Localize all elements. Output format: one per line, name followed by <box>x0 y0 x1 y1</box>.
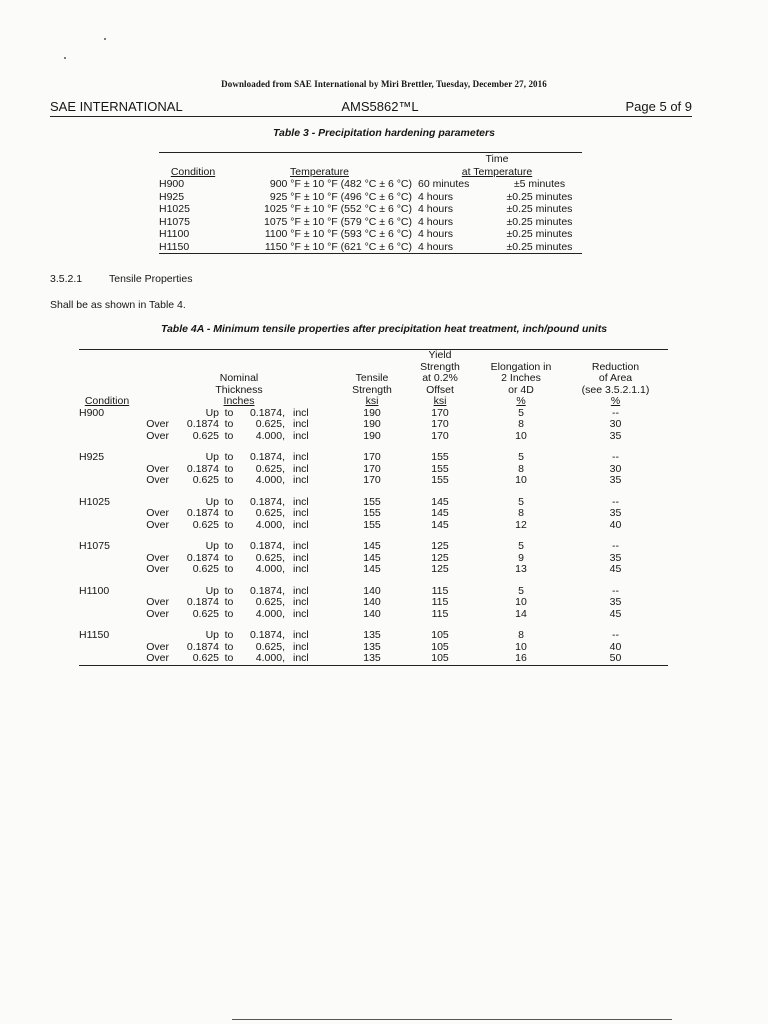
table3-tolerance: ±0.25 minutes <box>506 190 573 203</box>
table3-temperature: 1075 °F ± 10 °F (579 °C ± 6 °C) <box>264 215 412 228</box>
download-note: Downloaded from SAE International by Miri Brettler, Tuesday, December 27, 2016 <box>221 79 547 89</box>
table4-row <box>79 653 668 665</box>
table3-time: 4 hours <box>418 203 454 215</box>
table4-group-gap <box>79 487 668 497</box>
table4-range-over: Over <box>146 607 169 620</box>
table4-range-limit: 4.000, <box>255 518 285 531</box>
table3-head-time: Time <box>485 153 509 165</box>
table4-head-reduct-1: Reduction <box>591 360 640 373</box>
table4-range-to: to <box>224 629 234 641</box>
table4-range-over: Over <box>146 640 169 653</box>
table4-range-limit: 4.000, <box>255 429 285 442</box>
table4-tensile: 140 <box>363 607 381 620</box>
table3-row <box>159 241 582 254</box>
table4-range-from: 0.625 <box>192 607 219 620</box>
table4-yield: 145 <box>431 495 449 508</box>
table4-yield: 170 <box>431 418 449 430</box>
table4-tensile: 145 <box>363 551 381 564</box>
table4-range-limit: 4.000, <box>255 474 285 486</box>
table4-range-from: 0.1874 <box>186 418 219 430</box>
table4-row <box>79 431 668 443</box>
table4-range-over: Over <box>146 474 169 486</box>
table4-range-from: 0.625 <box>192 518 219 531</box>
table4-range-incl: incl <box>293 406 309 419</box>
table4-range-limit: 4.000, <box>255 652 285 664</box>
table4-head-nominal-unit: Inches <box>223 395 255 407</box>
table4-condition <box>79 597 135 609</box>
table4-range-from: 0.1874 <box>186 507 219 519</box>
table4-tensile: 135 <box>363 652 381 664</box>
table4-range-to: to <box>224 652 234 664</box>
table4-range-incl: incl <box>293 451 309 463</box>
table4-elongation: 13 <box>515 563 527 575</box>
table4-elongation: 14 <box>515 607 527 620</box>
table4-range-over: Over <box>146 418 169 430</box>
table4-range-over: Over <box>146 518 169 531</box>
table4-range-from: Up <box>205 406 219 419</box>
table4-condition: H1075 <box>79 540 110 552</box>
table4-elongation: 5 <box>518 540 524 552</box>
table4-range-to: to <box>224 540 234 552</box>
table3-head-condition: Condition <box>170 165 216 178</box>
table4-range-to: to <box>224 406 234 419</box>
table4-head-condition: Condition <box>84 395 130 407</box>
table4-condition <box>79 419 135 431</box>
table4-tensile: 145 <box>363 540 381 552</box>
table4-row <box>79 541 668 553</box>
table4-tensile: 190 <box>363 429 381 442</box>
table4-row <box>79 475 668 487</box>
table3 <box>159 152 582 254</box>
table4-reduction: 30 <box>609 418 622 430</box>
table4-yield: 115 <box>431 596 449 608</box>
table4-row <box>79 452 668 464</box>
table4-condition <box>79 553 135 565</box>
table4-elongation: 8 <box>518 629 524 641</box>
table4-range-to: to <box>224 462 234 475</box>
table4-range-from: Up <box>205 495 219 508</box>
table4-range-over <box>135 630 169 642</box>
table4-condition <box>79 642 135 654</box>
table4-yield: 115 <box>431 607 449 620</box>
table4-range-from: Up <box>205 540 219 552</box>
table4-range-limit: 0.625, <box>255 640 285 653</box>
table4-range-incl: incl <box>293 429 309 442</box>
table3-time: 4 hours <box>418 240 454 253</box>
table3-condition: H1075 <box>159 215 190 228</box>
table4-yield: 105 <box>431 652 449 664</box>
table3-tolerance: ±5 minutes <box>513 178 566 190</box>
table3-temperature: 900 °F ± 10 °F (482 °C ± 6 °C) <box>269 178 412 190</box>
table4-range-limit: 4.000, <box>255 563 285 575</box>
table4-range-incl: incl <box>293 462 309 475</box>
table4-yield: 170 <box>431 406 449 419</box>
table4-range-limit: 4.000, <box>255 607 285 620</box>
table4-row <box>79 609 668 621</box>
table4-condition <box>79 520 135 532</box>
footer-rule <box>232 1019 672 1020</box>
table4-condition <box>79 475 135 487</box>
table4-range-incl: incl <box>293 540 309 552</box>
table3-head-at-temperature: at Temperature <box>461 165 533 178</box>
table4-range-to: to <box>224 429 234 442</box>
table4-tensile: 155 <box>363 495 381 508</box>
table4-range-from: 0.625 <box>192 429 219 442</box>
table4-elongation: 8 <box>518 462 524 475</box>
table3-row <box>159 203 582 216</box>
table4-range-to: to <box>224 474 234 486</box>
table4-range-over: Over <box>146 507 169 519</box>
table4-row <box>79 520 668 532</box>
table4-tensile: 140 <box>363 596 381 608</box>
table4-elongation: 10 <box>515 596 527 608</box>
table4-head-yield-1: Yield <box>428 349 452 361</box>
table3-time: 60 minutes <box>418 178 470 190</box>
table4-range-to: to <box>224 507 234 519</box>
table4-yield: 145 <box>431 518 449 531</box>
table3-caption: Table 3 - Precipitation hardening parameters <box>273 127 495 139</box>
header-rule <box>50 116 692 117</box>
table4-condition <box>79 564 135 576</box>
table4-range-from: 0.1874 <box>186 462 219 475</box>
table4-tensile: 170 <box>363 462 381 475</box>
table4-reduction: 45 <box>609 607 622 620</box>
table4-range-incl: incl <box>293 551 309 564</box>
table4-reduction: 50 <box>609 652 622 664</box>
table4-range-over <box>135 541 169 553</box>
table4-tensile: 155 <box>363 507 381 519</box>
table4-range-limit: 0.1874, <box>249 495 285 508</box>
table4-elongation: 9 <box>518 551 524 564</box>
table3-row <box>159 216 582 229</box>
table3-temperature: 1100 °F ± 10 °F (593 °C ± 6 °C) <box>264 228 412 240</box>
header-doc-id: AMS5862™L <box>341 99 419 114</box>
table4-range-to: to <box>224 584 234 597</box>
table4-caption: Table 4A - Minimum tensile properties after precipitation heat treatment, inch/pound units <box>160 323 608 335</box>
table4-reduction: -- <box>612 495 619 508</box>
table4-reduction: -- <box>612 451 619 463</box>
table4-range-from: 0.1874 <box>186 640 219 653</box>
table4-range-from: 0.625 <box>192 652 219 664</box>
section-number: 3.5.2.1 <box>50 273 83 285</box>
table4-range-over: Over <box>146 462 169 475</box>
table3-condition: H1100 <box>159 228 190 240</box>
table4-range-from: 0.625 <box>192 563 219 575</box>
table4-condition: H1025 <box>79 495 110 508</box>
table4-head-elong-2: 2 Inches <box>501 372 541 384</box>
header-org: SAE INTERNATIONAL <box>50 99 183 114</box>
table4-yield: 125 <box>431 551 449 564</box>
table4-range-incl: incl <box>293 584 309 597</box>
table4-elongation: 5 <box>518 406 524 419</box>
table4 <box>79 349 668 666</box>
table4-head-reduct-3: (see 3.5.2.1.1) <box>581 383 650 396</box>
table3-condition: H1150 <box>159 240 190 253</box>
table4-condition: H1100 <box>79 584 110 597</box>
table4-range-incl: incl <box>293 629 309 641</box>
table4-range-limit: 0.625, <box>255 462 285 475</box>
table4-tensile: 135 <box>363 640 381 653</box>
table4-reduction: -- <box>612 629 619 641</box>
table3-time: 4 hours <box>418 190 454 203</box>
table4-range-over: Over <box>146 596 169 608</box>
table3-row <box>159 228 582 241</box>
table3-tolerance: ±0.25 minutes <box>506 240 573 253</box>
table4-reduction: 35 <box>609 551 622 564</box>
table4-range-limit: 0.1874, <box>249 540 285 552</box>
table4-row <box>79 508 668 520</box>
table4-range-to: to <box>224 518 234 531</box>
table4-range-incl: incl <box>293 518 309 531</box>
table4-head-nominal-1: Nominal <box>219 372 259 384</box>
table3-temperature: 1150 °F ± 10 °F (621 °C ± 6 °C) <box>264 240 412 253</box>
table4-tensile: 155 <box>363 518 381 531</box>
table4-reduction: -- <box>612 406 619 419</box>
table4-yield: 170 <box>431 429 449 442</box>
table4-condition <box>79 464 135 476</box>
table4-yield: 115 <box>431 584 449 597</box>
table4-range-incl: incl <box>293 507 309 519</box>
header-page-number: Page 5 of 9 <box>625 99 692 114</box>
table4-tensile: 190 <box>363 406 381 419</box>
table4-head-reduct-unit: % <box>610 395 621 407</box>
table3-condition: H1025 <box>159 203 190 215</box>
table4-reduction: 35 <box>609 474 622 486</box>
table4-head-yield-3: at 0.2% <box>422 372 458 384</box>
table4-elongation: 10 <box>515 429 527 442</box>
table4-row <box>79 419 668 431</box>
table4-reduction: -- <box>612 584 619 597</box>
table4-yield: 105 <box>431 629 449 641</box>
table4-reduction: 40 <box>609 518 622 531</box>
table3-tolerance: ±0.25 minutes <box>506 228 573 240</box>
table4-condition <box>79 508 135 520</box>
table4-range-from: 0.625 <box>192 474 219 486</box>
table4-yield: 145 <box>431 507 449 519</box>
table4-range-limit: 0.625, <box>255 507 285 519</box>
table4-condition <box>79 431 135 443</box>
table4-elongation: 12 <box>515 518 527 531</box>
table4-reduction: 35 <box>609 596 622 608</box>
table4-range-to: to <box>224 596 234 608</box>
table4-range-to: to <box>224 607 234 620</box>
table4-range-over: Over <box>146 551 169 564</box>
table4-range-limit: 0.625, <box>255 596 285 608</box>
table3-tolerance: ±0.25 minutes <box>506 215 573 228</box>
table4-head-elong-unit: % <box>516 395 526 407</box>
table4-condition <box>79 653 135 665</box>
table4-head-yield-unit: ksi <box>433 395 447 407</box>
table4-range-limit: 0.1874, <box>249 629 285 641</box>
table4-range-to: to <box>224 495 234 508</box>
table3-time: 4 hours <box>418 215 454 228</box>
table4-range-over <box>135 452 169 464</box>
table4-range-incl: incl <box>293 563 309 575</box>
table4-range-limit: 0.1874, <box>249 584 285 597</box>
table4-head-nominal-2: Thickness <box>215 383 263 396</box>
table4-range-to: to <box>224 451 234 463</box>
table4-yield: 125 <box>431 563 449 575</box>
table4-range-over: Over <box>146 429 169 442</box>
table4-elongation: 5 <box>518 495 524 508</box>
table4-range-to: to <box>224 640 234 653</box>
table4-elongation: 10 <box>515 474 527 486</box>
table4-range-limit: 0.1874, <box>249 451 285 463</box>
table4-range-incl: incl <box>293 495 309 508</box>
table4-head-yield-2: Strength <box>420 360 460 373</box>
table4-head-yield-4: Offset <box>426 383 454 396</box>
table4-range-from: Up <box>205 584 219 597</box>
table4-reduction: -- <box>612 540 619 552</box>
table4-range-limit: 0.1874, <box>249 406 285 419</box>
table3-time: 4 hours <box>418 228 454 240</box>
table4-row <box>79 630 668 642</box>
table4-elongation: 16 <box>515 652 527 664</box>
table4-yield: 155 <box>431 462 449 475</box>
table4-condition: H900 <box>79 406 105 419</box>
table4-reduction: 40 <box>609 640 622 653</box>
table3-condition: H900 <box>159 178 185 190</box>
table4-yield: 155 <box>431 474 449 486</box>
table4-tensile: 170 <box>363 451 381 463</box>
table4-range-to: to <box>224 563 234 575</box>
table4-group-gap <box>79 576 668 586</box>
table4-yield: 105 <box>431 640 449 653</box>
table3-tolerance: ±0.25 minutes <box>506 203 573 215</box>
table4-range-incl: incl <box>293 474 309 486</box>
table3-temperature: 1025 °F ± 10 °F (552 °C ± 6 °C) <box>264 203 412 215</box>
table4-head-tensile-1: Tensile <box>355 372 389 384</box>
table4-tensile: 190 <box>363 418 381 430</box>
table4-reduction: 30 <box>609 462 622 475</box>
table4-reduction: 35 <box>609 507 622 519</box>
table4-tensile: 135 <box>363 629 381 641</box>
table4-head-reduct-2: of Area <box>598 372 633 384</box>
table4-reduction: 35 <box>609 429 622 442</box>
table4-range-limit: 0.625, <box>255 551 285 564</box>
table4-row <box>79 564 668 576</box>
table4-range-incl: incl <box>293 652 309 664</box>
table4-range-over: Over <box>146 652 169 664</box>
table4-tensile: 145 <box>363 563 381 575</box>
table4-range-to: to <box>224 551 234 564</box>
table4-row <box>79 597 668 609</box>
table4-tensile: 170 <box>363 474 381 486</box>
table4-range-from: Up <box>205 451 219 463</box>
table4-range-incl: incl <box>293 640 309 653</box>
table4-range-from: 0.1874 <box>186 596 219 608</box>
section-title: Tensile Properties <box>109 273 193 285</box>
table4-head-elong-1: Elongation in <box>490 360 552 373</box>
table3-row <box>159 178 582 191</box>
table4-head-tensile-unit: ksi <box>365 395 379 407</box>
scan-speck <box>64 57 66 59</box>
table3-condition: H925 <box>159 190 185 203</box>
table3-head-temperature: Temperature <box>290 165 349 178</box>
table4-reduction: 45 <box>609 563 622 575</box>
table4-elongation: 8 <box>518 418 524 430</box>
table4-condition <box>79 609 135 621</box>
table4-range-incl: incl <box>293 418 309 430</box>
table4-tensile: 140 <box>363 584 381 597</box>
table4-range-over: Over <box>146 563 169 575</box>
table4-head-elong-3: or 4D <box>508 383 534 396</box>
table4-range-incl: incl <box>293 607 309 620</box>
table4-elongation: 5 <box>518 584 524 597</box>
table4-head-tensile-2: Strength <box>352 383 392 396</box>
table4-yield: 125 <box>431 540 449 552</box>
table3-row <box>159 191 582 204</box>
table4-condition: H1150 <box>79 629 110 641</box>
table4-range-to: to <box>224 418 234 430</box>
section-text: Shall be as shown in Table 4. <box>50 299 186 311</box>
table4-condition: H925 <box>79 451 105 463</box>
table4-yield: 155 <box>431 451 449 463</box>
table4-range-limit: 0.625, <box>255 418 285 430</box>
table4-elongation: 5 <box>518 451 524 463</box>
table4-range-incl: incl <box>293 596 309 608</box>
table4-range-from: 0.1874 <box>186 551 219 564</box>
table4-range-from: Up <box>205 629 219 641</box>
table4-elongation: 10 <box>515 640 527 653</box>
table4-elongation: 8 <box>518 507 524 519</box>
table3-temperature: 925 °F ± 10 °F (496 °C ± 6 °C) <box>269 190 412 203</box>
scan-speck <box>104 38 106 40</box>
